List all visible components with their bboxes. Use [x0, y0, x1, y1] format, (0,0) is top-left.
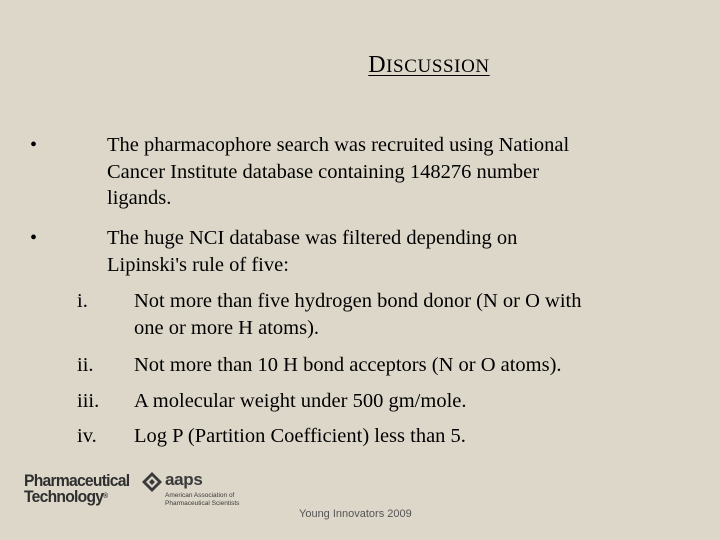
rule-number: iv. [77, 425, 97, 447]
rule-line: one or more H atoms). [134, 316, 320, 339]
bullet-line: Lipinski's rule of five: [107, 253, 289, 276]
logo-line: Pharmaceutical [24, 471, 130, 490]
rule-text [134, 423, 704, 450]
rule-text [134, 352, 704, 379]
aaps-logo [140, 470, 280, 510]
bullet-marker: • [30, 134, 38, 156]
rule-line: Not more than five hydrogen bond donor (N or O with [134, 290, 582, 312]
aaps-subtitle-line: American Association of [165, 492, 235, 499]
footer-text: Young Innovators 2009 [299, 508, 412, 520]
rule-line: Not more than 10 H bond acceptors (N or O atoms). [134, 354, 562, 376]
title-rest: ISCUSSION [386, 56, 490, 77]
rule-line: Log P (Partition Coefficient) less than 5. [134, 425, 466, 447]
aaps-wordmark: aaps [165, 470, 203, 489]
aaps-emblem-icon [140, 470, 164, 494]
bullet-line: The pharmacophore search was recruited using National [107, 134, 570, 156]
pharmaceutical-technology-logo [24, 473, 129, 505]
aaps-subtitle [165, 492, 239, 507]
rule-number: i. [77, 290, 88, 312]
rule-number: iii. [77, 390, 100, 412]
rule-number: ii. [77, 354, 94, 376]
logo-line: Technology [24, 487, 104, 506]
rule-line: A molecular weight under 500 gm/mole. [134, 390, 467, 412]
bullet-paragraph [107, 132, 687, 212]
rule-text [134, 288, 704, 341]
bullet-marker: • [30, 227, 38, 249]
title-initial: D [368, 52, 387, 78]
bullet-line: Cancer Institute database containing 148276 number [107, 160, 540, 183]
registered-mark: ® [103, 493, 109, 500]
bullet-paragraph [107, 225, 687, 278]
slide-title [0, 52, 720, 79]
bullet-line: ligands. [107, 187, 172, 209]
rule-text [134, 388, 704, 415]
aaps-subtitle-line: Pharmaceutical Scientists [165, 499, 240, 507]
bullet-line: The huge NCI database was filtered depending on [107, 227, 518, 249]
